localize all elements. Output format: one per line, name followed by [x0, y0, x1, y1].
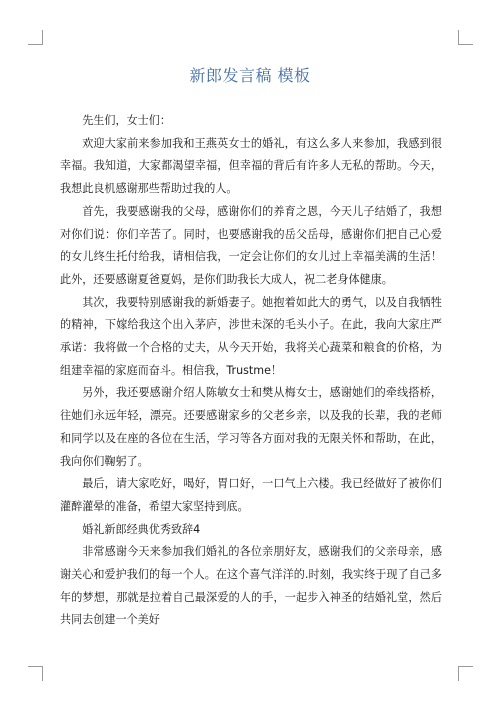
paragraph-thanks-parents: 首先，我要感谢我的父母，感谢你们的养育之恩，今天儿子结婚了，我想对你们说：你们辛苦了。同时，也要感谢我的岳父岳母，感谢你们把自己心爱的女儿终生托付给我，请相信我，一定会让你们的女儿过上幸福美满的生活！此外，还要感谢夏爸夏妈，是你们助我长大成人，祝二老身体健康。: [60, 204, 442, 286]
page-corner-mark-bottom-right: [458, 666, 473, 681]
paragraph-thanks-wife: 其次，我要特别感谢我的新婚妻子。她抱着如此大的勇气，以及自我牺牲的精神，下嫁给我这个出入茅庐，涉世未深的毛头小子。在此，我向大家庄严承诺：我将做一个合格的丈夫，从今天开始，我将关心蔬菜和粮食的价格，为组建幸福的家庭而奋斗。相信我，Trustme！: [60, 295, 442, 377]
paragraph-thanks-others: 另外，我还要感谢介绍人陈敏女士和樊从梅女士，感谢她们的牵线搭桥，往她们永远年轻，漂亮。还要感谢家乡的父老乡亲，以及我的长辈，我的老师和同学以及在座的各位在生活，学习等各方面对我的无限关怀和帮助，在此，我向你们鞠躬了。: [60, 386, 442, 468]
page-corner-mark-top-right: [458, 30, 473, 45]
section-heading: 婚礼新郎经典优秀致辞4: [82, 522, 201, 536]
document-title: 新郎发言稿 模板: [189, 66, 311, 85]
page-corner-mark-top-left: [28, 30, 43, 45]
paragraph-greeting: 先生们，女士们：: [82, 114, 171, 127]
paragraph-closing: 最后，请大家吃好，喝好，胃口好，一口气上六楼。我已经做好了被你们灌醉灌晕的准备，希望大家坚持到底。: [60, 477, 442, 513]
page-corner-mark-bottom-left: [28, 666, 43, 681]
paragraph-welcome: 欢迎大家前来参加我和王燕英女士的婚礼，有这么多人来参加，我感到很幸福。我知道，大家都渴望幸福，但幸福的背后有许多人无私的帮助。今天，我想此良机感谢那些帮助过我的人。: [60, 136, 442, 196]
document-body: [60, 110, 442, 632]
paragraph-speech-4: 非常感谢今天来参加我们婚礼的各位亲朋好友，感谢我们的父亲母亲，感谢关心和爱护我们的每一个人。在这个喜气洋洋的.时刻，我实终于现了自己多年的梦想，那就是拉着自己最深爱的人的手，一起步入神圣的结婚礼堂，然后共同去创建一个美好: [60, 545, 442, 627]
